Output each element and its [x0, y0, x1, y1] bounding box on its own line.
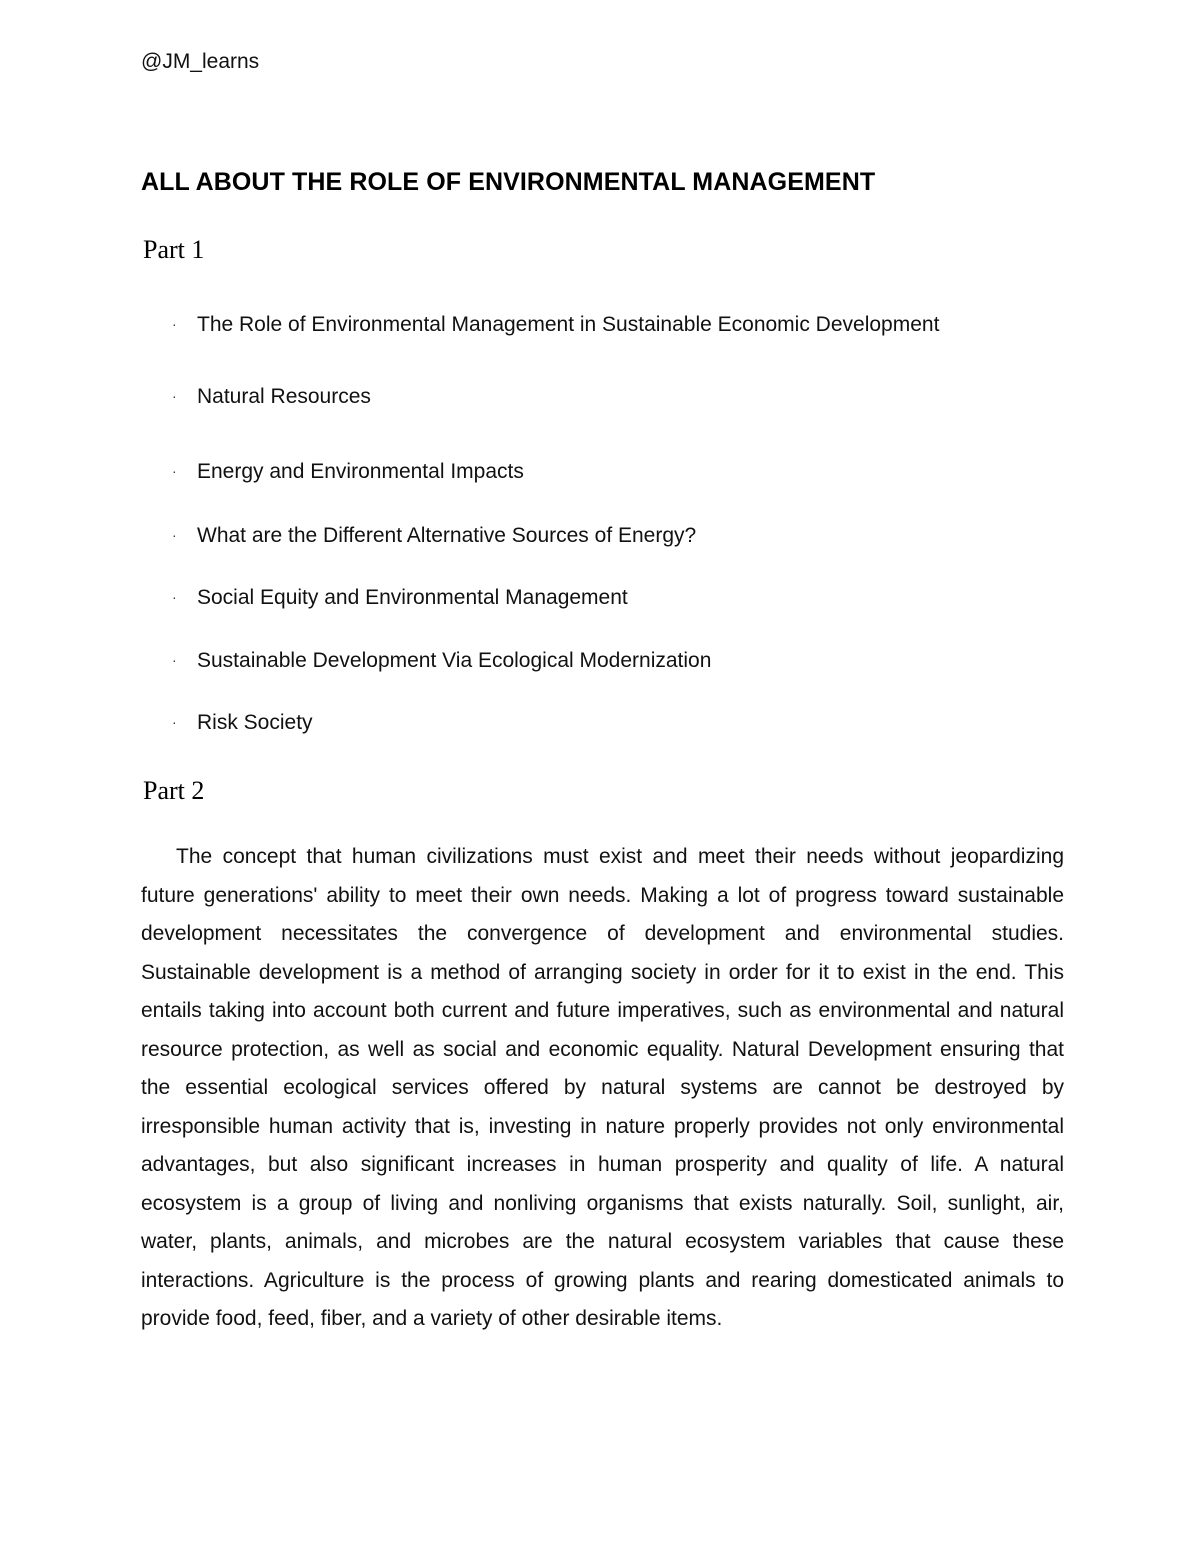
bullet-dot-icon: · — [172, 388, 177, 404]
bullet-dot-icon: · — [172, 527, 177, 543]
list-item-text: The Role of Environmental Management in Sustainable Economic Development — [197, 313, 940, 336]
list-item-text: Risk Society — [197, 711, 313, 734]
bullet-dot-icon: · — [172, 463, 177, 479]
list-item — [172, 522, 696, 549]
list-item-text: Natural Resources — [197, 385, 371, 408]
bullet-dot-icon: · — [172, 714, 177, 730]
bullet-dot-icon: · — [172, 589, 177, 605]
list-item-text: Energy and Environmental Impacts — [197, 460, 524, 483]
list-item-text: Sustainable Development Via Ecological Modernization — [197, 649, 712, 672]
part-2-heading: Part 2 — [143, 776, 205, 805]
list-item-text: Social Equity and Environmental Management — [197, 586, 628, 609]
list-item — [172, 584, 628, 611]
list-item — [172, 458, 524, 485]
list-item — [172, 383, 371, 410]
list-item — [172, 647, 711, 674]
list-item-text: What are the Different Alternative Sources of Energy? — [197, 524, 697, 547]
bullet-dot-icon: · — [172, 316, 177, 332]
author-handle: @JM_learns — [141, 50, 260, 73]
bullet-dot-icon: · — [172, 652, 177, 668]
part-1-heading: Part 1 — [143, 235, 205, 264]
list-item — [172, 709, 313, 736]
list-item — [172, 311, 939, 338]
part-2-paragraph: The concept that human civilizations must exist and meet their needs without jeopardizing future generations' ability to meet their own needs. Making a lot of progress toward sustainable development necessitates the convergence of development and environmental studies. Sustainable development is a method of arranging society in order for it to exist in the end. This entails taking into account both current and future imperatives, such as environmental and natural resource protection, as well as social and economic equality. Natural Development ensuring that the essential ecological services offered by natural systems are cannot be destroyed by irresponsible human activity that is, investing in nature properly provides not only environmental advantages, but also significant increases in human prosperity and quality of life. A natural ecosystem is a group of living and nonliving organisms that exists naturally. Soil, sunlight, air, water, plants, animals, and microbes are the natural ecosystem variables that cause these interactions. Agriculture is the process of growing plants and rearing domesticated animals to provide food, feed, fiber, and a variety of other desirable items. — [141, 845, 1064, 1330]
document-title: ALL ABOUT THE ROLE OF ENVIRONMENTAL MANAGEMENT — [141, 168, 876, 196]
